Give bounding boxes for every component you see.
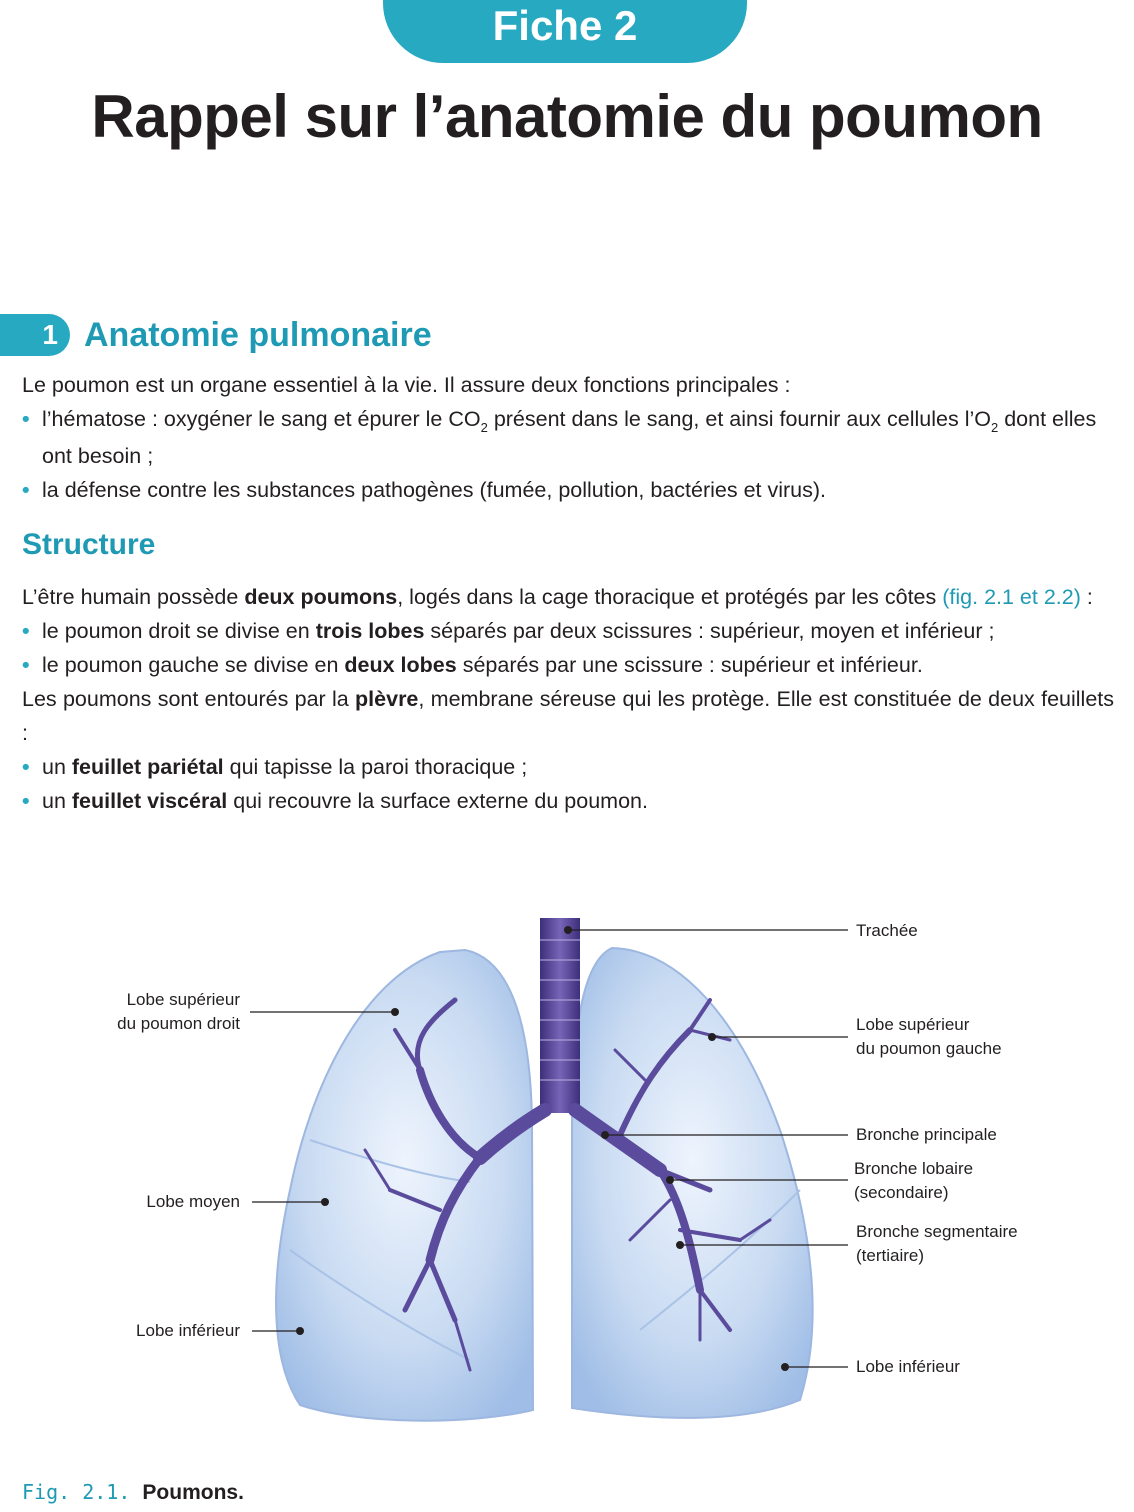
fiche-tab-label: Fiche 2 xyxy=(492,2,638,49)
lung-figure xyxy=(0,890,1134,1470)
label-bronche-lobaire xyxy=(854,1157,973,1205)
structure-paragraph-2 xyxy=(22,682,1114,750)
label-line: du poumon droit xyxy=(117,1014,240,1033)
subscript: 2 xyxy=(480,420,488,435)
text-run: L’être humain possède xyxy=(22,585,245,609)
text-run: Les poumons sont entourés par la xyxy=(22,687,356,711)
list-item xyxy=(22,784,1114,818)
trachea xyxy=(540,918,580,1113)
section1-text xyxy=(22,368,1114,507)
structure-heading: Structure xyxy=(22,528,156,561)
label-bronche-principale: Bronche principale xyxy=(856,1125,997,1144)
bold-text: deux lobes xyxy=(344,653,457,677)
right-lung xyxy=(276,950,533,1421)
list-item xyxy=(22,614,1114,648)
bold-text: plèvre xyxy=(355,687,419,711)
text-run: dont elles ont besoin ; xyxy=(42,407,1097,468)
bold-text: deux poumons xyxy=(244,585,398,609)
text-run: , membrane séreuse qui les protège. Elle est constituée de deux feuillets : xyxy=(22,687,1114,745)
caption-text: Poumons. xyxy=(142,1481,244,1504)
text-run: présent dans le sang, et ainsi fournir aux cellules l’O xyxy=(487,407,991,431)
text-run: qui tapisse la paroi thoracique ; xyxy=(223,755,528,779)
structure-list-2 xyxy=(22,750,1114,818)
label-lobe-moyen: Lobe moyen xyxy=(146,1192,240,1211)
label-lobe-superieur-gauche xyxy=(856,1013,1002,1061)
text-run: un xyxy=(42,755,72,779)
label-line: Lobe supérieur xyxy=(856,1015,970,1034)
list-item xyxy=(22,402,1114,473)
section1-list xyxy=(22,402,1114,507)
bold-text: feuillet pariétal xyxy=(71,755,224,779)
list-item: • la défense contre les substances pathogènes (fumée, pollution, bactéries et virus). xyxy=(22,473,1114,507)
list-item xyxy=(22,648,1114,682)
label-line: du poumon gauche xyxy=(856,1039,1002,1058)
section1-intro: Le poumon est un organe essentiel à la vie. Il assure deux fonctions principales : xyxy=(22,373,791,397)
bold-text: feuillet viscéral xyxy=(71,789,228,813)
section-number-badge: 1 xyxy=(0,314,70,356)
label-trachee: Trachée xyxy=(856,921,918,940)
figure-reference: (fig. 2.1 et 2.2) xyxy=(942,585,1081,609)
label-lobe-inferieur-gauche: Lobe inférieur xyxy=(856,1357,960,1376)
structure-list-1 xyxy=(22,614,1114,682)
text-run: qui recouvre la surface externe du poumon. xyxy=(227,789,648,813)
section-title: Anatomie pulmonaire xyxy=(84,315,432,354)
label-lobe-superieur-droit xyxy=(90,988,240,1036)
label-bronche-segmentaire xyxy=(856,1220,1018,1268)
label-line: Bronche segmentaire xyxy=(856,1222,1018,1241)
text-run: , logés dans la cage thoracique et protégés par les côtes xyxy=(397,585,943,609)
text-run: le poumon gauche se divise en xyxy=(42,653,345,677)
section-heading xyxy=(0,312,432,358)
caption-label: Fig. 2.1. xyxy=(22,1480,131,1504)
text-run: : xyxy=(1080,585,1093,609)
label-line: (secondaire) xyxy=(854,1183,949,1202)
bold-text: trois lobes xyxy=(315,619,425,643)
text-run: séparés par une scissure : supérieur et inférieur. xyxy=(456,653,923,677)
label-lobe-inferieur-droit: Lobe inférieur xyxy=(136,1321,240,1340)
label-line: Bronche lobaire xyxy=(854,1159,974,1178)
label-line: (tertiaire) xyxy=(856,1246,925,1265)
text-run: un xyxy=(42,789,72,813)
text-run: l’hématose : oxygéner le sang et épurer le CO xyxy=(42,407,481,431)
label-line: Lobe supérieur xyxy=(126,990,240,1009)
text-run: séparés par deux scissures : supérieur, moyen et inférieur ; xyxy=(424,619,995,643)
page-title: Rappel sur l’anatomie du poumon xyxy=(91,83,1043,150)
structure-text xyxy=(22,580,1114,818)
figure-caption xyxy=(22,1480,244,1505)
subscript: 2 xyxy=(990,420,999,435)
structure-paragraph-1 xyxy=(22,580,1114,614)
list-item xyxy=(22,750,1114,784)
text-run: le poumon droit se divise en xyxy=(42,619,316,643)
fiche-tab xyxy=(383,0,747,63)
